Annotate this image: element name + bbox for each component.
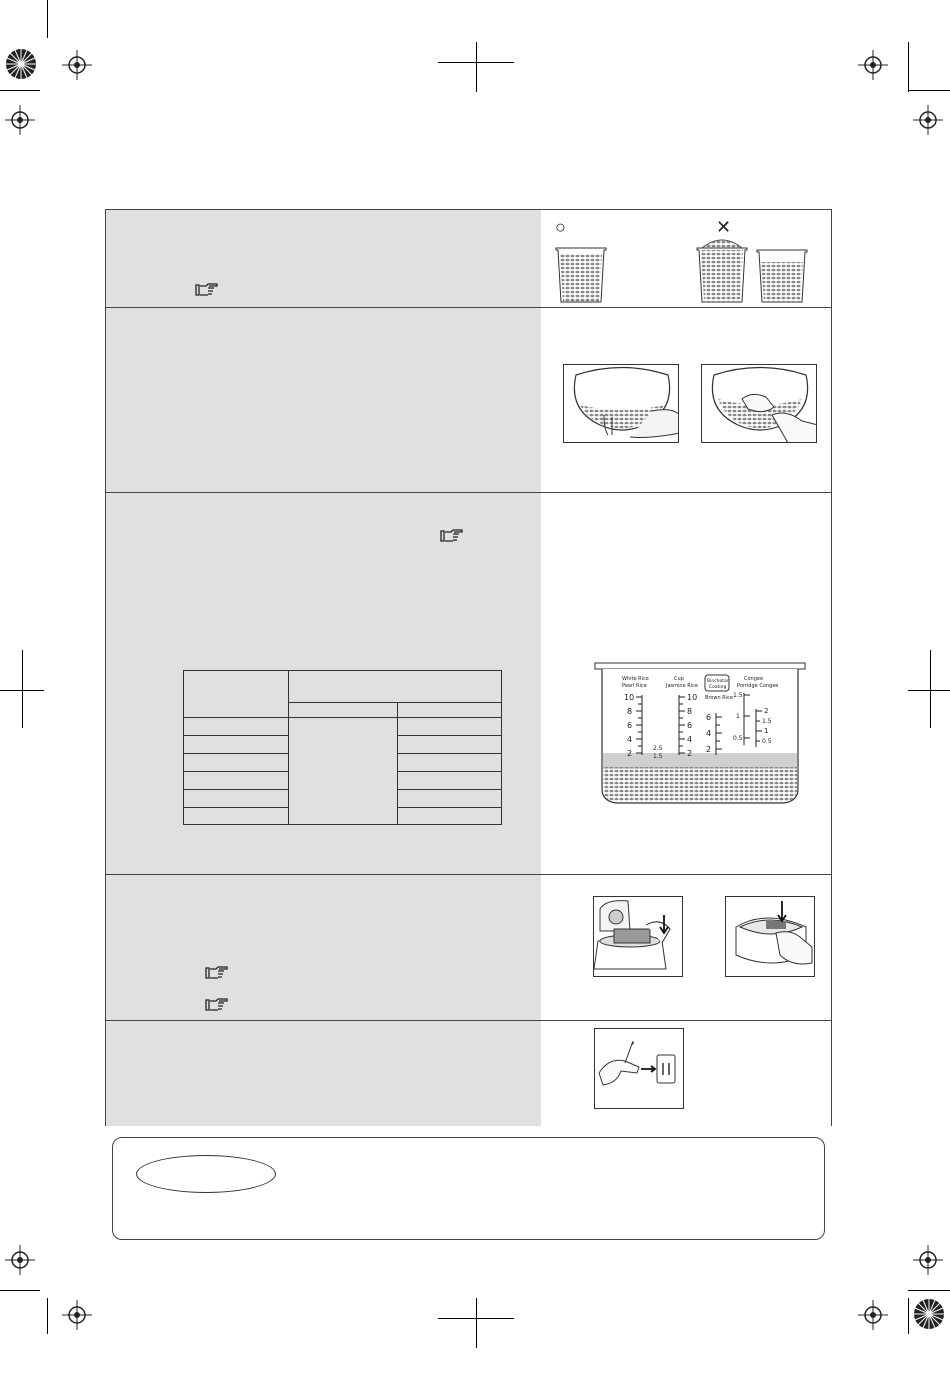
table-cell — [184, 736, 289, 754]
crop-line — [0, 90, 40, 91]
table-cell — [289, 718, 398, 825]
crop-line — [0, 690, 44, 691]
crop-line — [930, 650, 931, 728]
crosshair-icon — [5, 1245, 35, 1275]
crosshair-icon — [913, 1245, 943, 1275]
table-cell — [184, 790, 289, 808]
scale-jasmine-8: 8 — [687, 707, 693, 716]
wrong-mark: ✕ — [716, 217, 732, 237]
step-text-area — [106, 493, 541, 874]
washing-rice-illustration — [563, 364, 679, 443]
table-cell — [398, 754, 502, 772]
table-cell — [398, 703, 502, 718]
step-illustration-area — [541, 308, 831, 492]
step-illustration-area — [541, 875, 831, 1020]
scale-white-10: 10 — [624, 693, 635, 702]
gauge-header-coating: Coating — [709, 685, 727, 690]
crop-line — [47, 0, 48, 38]
step-section-1 — [106, 210, 831, 308]
step-text-area — [106, 1021, 541, 1126]
scale-white-8: 8 — [627, 707, 633, 716]
table-row — [184, 718, 502, 736]
crop-line — [476, 1298, 477, 1348]
crop-line — [47, 1298, 48, 1334]
scale-brown-6: 6 — [706, 713, 712, 722]
crop-line — [908, 90, 950, 91]
table-cell — [184, 718, 289, 736]
table-cell — [184, 772, 289, 790]
crosshair-icon — [858, 1300, 888, 1330]
crosshair-icon — [62, 1300, 92, 1330]
table-cell — [398, 808, 502, 825]
step-illustration-area — [541, 210, 831, 307]
scale-congee-1-5: 1.5 — [733, 692, 743, 699]
gauge-header-pearl-rice: Pearl Rice — [622, 683, 647, 689]
capacity-table — [183, 670, 502, 825]
crop-line — [438, 62, 514, 63]
pointing-hand-icon — [440, 529, 464, 543]
insert-pot-illustration — [593, 896, 683, 977]
step-text-area — [106, 308, 541, 492]
scale-mid-2-5: 2.5 — [653, 745, 663, 752]
gauge-header-jasmine-rice: Jasmine Rice — [666, 683, 698, 689]
scale-white-4: 4 — [627, 735, 633, 744]
gauge-header-congee: Congee — [744, 676, 764, 682]
step-text-area — [106, 210, 541, 307]
registration-mark-icon — [4, 47, 38, 81]
scale-white-2: 2 — [627, 749, 633, 758]
crop-line — [476, 42, 477, 92]
gauge-header-binchotan: Binchotan — [707, 679, 730, 684]
crop-line — [908, 1290, 950, 1291]
rice-pot-too-much-water — [756, 248, 808, 304]
scale-jasmine-6: 6 — [687, 721, 693, 730]
scale-white-6: 6 — [627, 721, 633, 730]
table-row — [184, 671, 502, 703]
step-section-4 — [106, 875, 831, 1021]
gauge-header-white-rice: White Rice — [622, 676, 649, 682]
pointing-hand-icon — [205, 998, 229, 1012]
table-cell — [289, 671, 502, 703]
scale-porridge-1-5: 1.5 — [762, 718, 772, 725]
scale-porridge-2: 2 — [764, 707, 769, 715]
crop-line — [0, 1290, 40, 1291]
scale-brown-2: 2 — [706, 745, 712, 754]
crop-line — [22, 650, 23, 728]
instruction-table — [105, 209, 832, 1126]
step-section-5 — [106, 1021, 831, 1126]
table-cell — [289, 703, 398, 718]
crosshair-icon — [5, 105, 35, 135]
plug-in-illustration — [594, 1028, 684, 1109]
table-cell — [398, 718, 502, 736]
step-section-3 — [106, 493, 831, 875]
close-lid-illustration — [725, 896, 815, 977]
table-cell — [184, 671, 289, 718]
gauge-header-cup: Cup — [674, 676, 684, 682]
crosshair-icon — [858, 50, 888, 80]
scale-jasmine-10: 10 — [687, 693, 698, 702]
correct-mark: ○ — [555, 217, 566, 237]
crop-line — [438, 1318, 514, 1319]
rice-pot-correct — [555, 246, 607, 304]
step-text-area — [106, 875, 541, 1020]
pointing-hand-icon — [205, 966, 229, 980]
gauge-header-porridge-congee: Porridge Congee — [737, 683, 779, 689]
scale-congee-0-5: 0.5 — [733, 735, 743, 742]
step-illustration-area — [541, 1021, 831, 1126]
table-cell — [184, 808, 289, 825]
pointing-hand-icon — [195, 283, 219, 297]
scale-jasmine-2: 2 — [687, 749, 693, 758]
rice-pot-overfilled — [696, 236, 748, 304]
scale-jasmine-4: 4 — [687, 735, 693, 744]
step-section-2 — [106, 308, 831, 493]
registration-mark-icon — [912, 1297, 946, 1331]
table-cell — [398, 772, 502, 790]
scale-brown-4: 4 — [706, 729, 712, 738]
crop-line — [908, 690, 950, 691]
scale-porridge-0-5: 0.5 — [762, 738, 772, 745]
note-label-oval — [136, 1155, 276, 1193]
table-cell — [184, 754, 289, 772]
scale-porridge-1: 1 — [764, 727, 769, 735]
step-illustration-area — [541, 493, 831, 874]
crop-line — [908, 1298, 909, 1334]
crop-line — [908, 42, 909, 92]
scale-congee-1: 1 — [736, 713, 740, 720]
water-level-gauge-illustration — [594, 661, 806, 811]
scale-mid-1-5: 1.5 — [653, 753, 663, 760]
gauge-header-brown-rice: Brown Rice — [705, 695, 733, 701]
table-cell — [398, 736, 502, 754]
table-cell — [398, 790, 502, 808]
crosshair-icon — [913, 105, 943, 135]
hand-stirring-rice-illustration — [701, 364, 817, 443]
crosshair-icon — [62, 50, 92, 80]
